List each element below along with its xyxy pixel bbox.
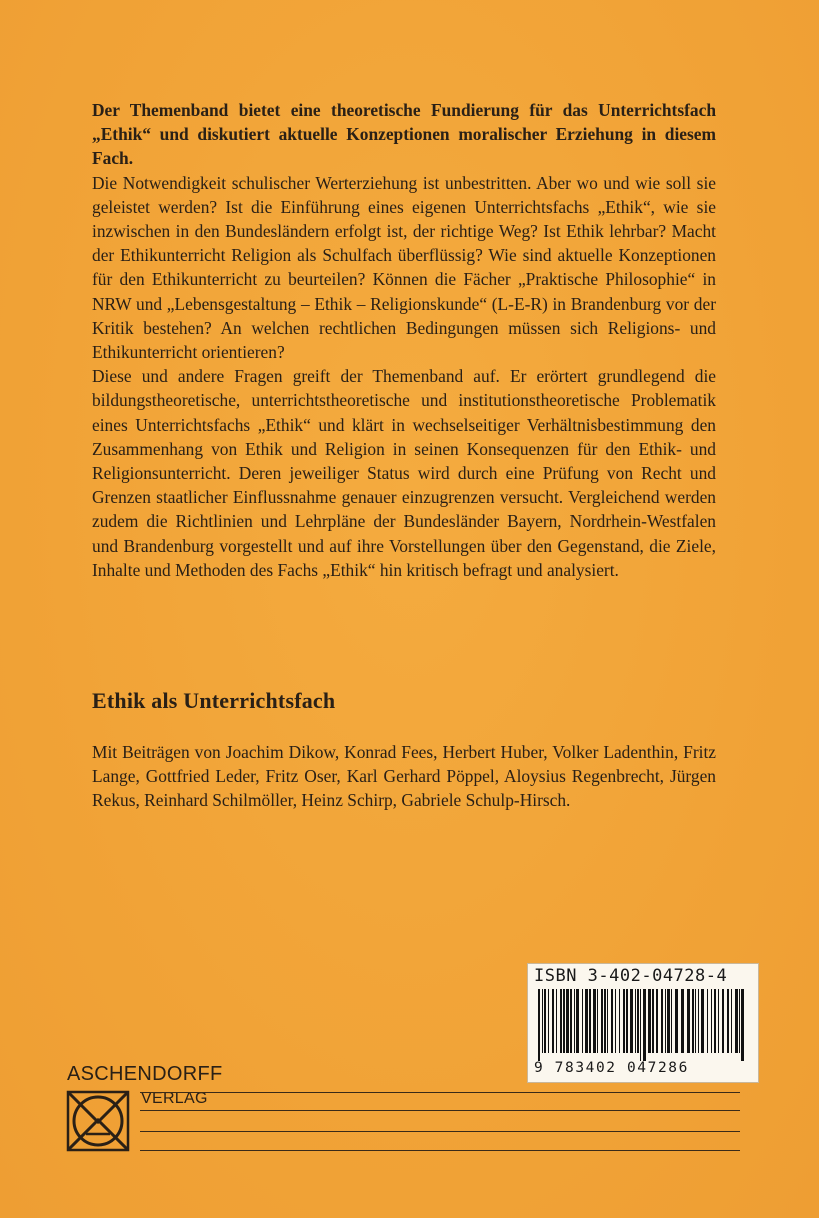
blurb-lead: Der Themenband bietet eine theoretische Fundierung für das Unterrichtsfach „Ethik“ und diskutiert aktuelle Konzeptionen moralischer Erziehung in diesem Fach. [92,100,716,169]
contributors-text: Mit Beiträgen von Joachim Dikow, Konrad Fees, Herbert Huber, Volker Ladenthin, Fritz Lange, Gottfried Leder, Fritz Oser, Karl Gerhard Pöppel, Aloysius Regenbrecht, Jürgen Rekus, Reinhard Schilmöller, Heinz Schirp, Gabriele Schulp-Hirsch. [92,742,716,811]
publisher-logo-icon [66,1090,130,1152]
blurb-paragraph-1: Die Notwendigkeit schulischer Werterziehung ist unbestritten. Aber wo und wie soll sie geleistet werden? Ist die Einführung eines eigenen Unterrichtsfachs „Ethik“, wie sie inzwischen in den Bundesländern erfolgt ist, der richtige Weg? Ist Ethik lehrbar? Macht der Ethikunterricht Religion als Schulfach überflüssig? Wie sind aktuelle Konzeptionen für den Ethikunterricht zu beurteilen? Können die Fächer „Praktische Philosophie“ in NRW und „Lebensgestaltung – Ethik – Religionskunde“ (L-E-R) in Brandenburg vor der Kritik bestehen? An welchen rechtlichen Bedingungen müssen sich Religions- und Ethikunterricht orientieren? [92,172,716,363]
publisher-name: ASCHENDORFF [67,1063,223,1085]
divider-line-2 [140,1110,740,1111]
ean-digits: 9 783402 047286 [534,1060,689,1076]
divider-line-3 [140,1131,740,1132]
publisher-imprint: VERLAG [141,1090,208,1107]
isbn-number: ISBN 3-402-04728-4 [534,966,728,986]
book-title: Ethik als Unterrichtsfach [92,688,336,713]
barcode-icon [536,989,750,1061]
divider-line-4 [140,1150,740,1151]
isbn-barcode-label [527,963,759,1083]
blurb-paragraph-2: Diese und andere Fragen greift der Themenband auf. Er erörtert grundlegend die bildungstheoretische, unterrichtstheoretische und institutionstheoretische Problematik eines Unterrichtsfachs „Ethik“ und klärt in wechselseitiger Verhältnisbestimmung den Zusammenhang von Ethik und Religion in seinen Konsequenzen für den Ethik- und Religionsunterricht. Deren jeweiliger Status wird durch eine Prüfung von Recht und Grenzen staatlicher Einflussnahme genauer einzugrenzen versucht. Vergleichend werden zudem die Richtlinien und Lehrpläne der Bundesländer Bayern, Nordrhein-Westfalen und Brandenburg vorgestellt und auf ihre Vorstellungen über den Gegenstand, die Ziele, Inhalte und Methoden des Fachs „Ethik“ hin kritisch befragt und analysiert. [92,366,716,580]
divider-line-1 [140,1092,740,1093]
blurb-text [92,98,716,582]
